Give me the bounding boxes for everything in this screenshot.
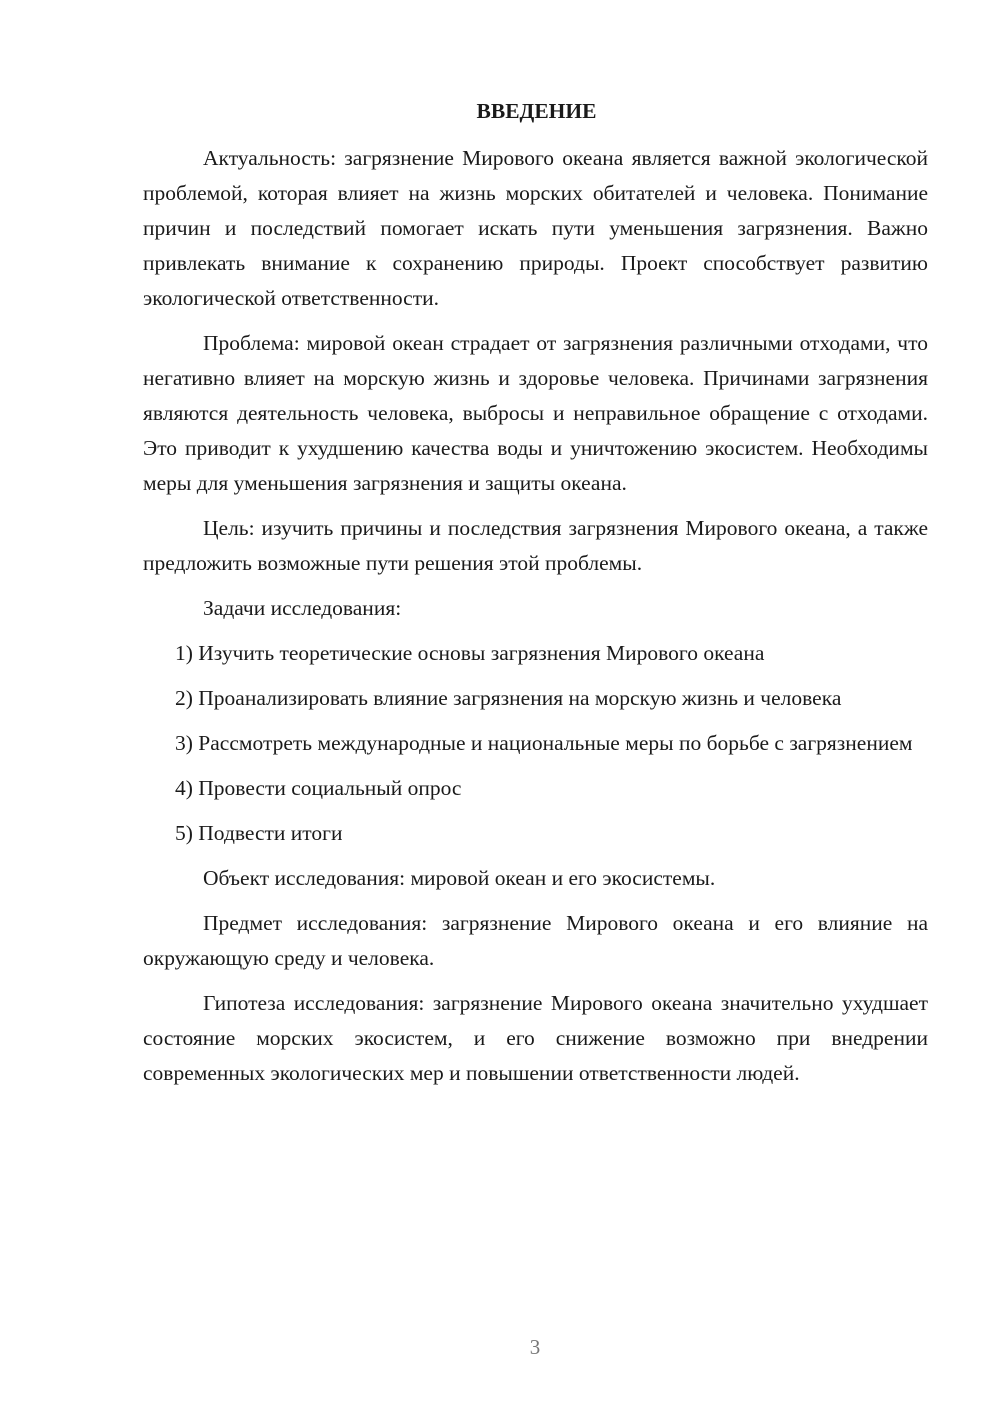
paragraph-goal: Цель: изучить причины и последствия загрязнения Мирового океана, а также предложить возможные пути решения этой проблемы.	[143, 516, 928, 575]
list-item-task-5: 5) Подвести итоги	[175, 821, 343, 845]
section-heading: ВВЕДЕНИЕ	[476, 99, 597, 123]
paragraph-subject: Предмет исследования: загрязнение Мирового океана и его влияние на окружающую среду и человека.	[143, 911, 928, 970]
list-item-task-4: 4) Провести социальный опрос	[175, 776, 462, 800]
paragraph-relevance: Актуальность: загрязнение Мирового океана является важной экологической проблемой, которая влияет на жизнь морских обитателей и человека. Понимание причин и последствий помогает искать пути уменьшения загрязнения. Важно привлекать внимание к сохранению природы. Проект способствует развитию экологической ответственности.	[143, 146, 928, 310]
list-item-task-2: 2) Проанализировать влияние загрязнения на морскую жизнь и человека	[175, 686, 842, 710]
paragraph-hypothesis: Гипотеза исследования: загрязнение Мирового океана значительно ухудшает состояние морских экосистем, и его снижение возможно при внедрении современных экологических мер и повышении ответственности людей.	[143, 991, 928, 1085]
list-item-task-1: 1) Изучить теоретические основы загрязнения Мирового океана	[175, 641, 765, 665]
list-item-task-3: 3) Рассмотреть международные и национальные меры по борьбе с загрязнением	[175, 731, 913, 755]
page-content	[143, 94, 928, 1101]
paragraph-problem: Проблема: мировой океан страдает от загрязнения различными отходами, что негативно влияет на морскую жизнь и здоровье человека. Причинами загрязнения являются деятельность человека, выбросы и неправильное обращение с отходами. Это приводит к ухудшению качества воды и уничтожению экосистем. Необходимы меры для уменьшения загрязнения и защиты океана.	[143, 331, 928, 495]
paragraph-object: Объект исследования: мировой океан и его экосистемы.	[203, 866, 716, 890]
page-number: 3	[529, 1335, 541, 1359]
paragraph-tasks-intro: Задачи исследования:	[203, 596, 402, 620]
